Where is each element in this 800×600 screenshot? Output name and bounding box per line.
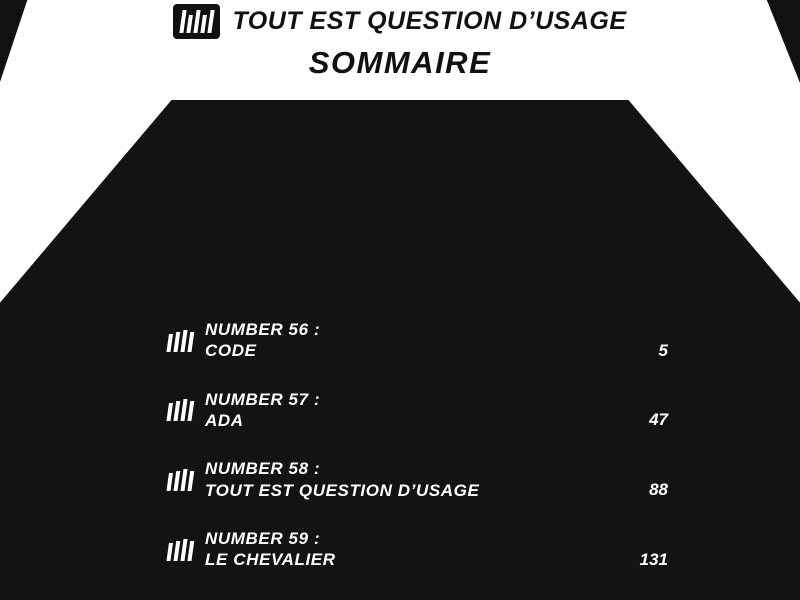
- entry-name: ADA: [205, 411, 244, 431]
- barcode-mark-icon: [166, 469, 194, 491]
- entry-name: CODE: [205, 341, 257, 361]
- entry-page: 47: [649, 410, 668, 430]
- barcode-mark-icon: [166, 399, 194, 421]
- barcode-mark-icon: [173, 4, 220, 39]
- entry-texts: [205, 320, 586, 362]
- entry-number: NUMBER 58 :: [205, 459, 321, 479]
- entry-texts: [205, 459, 586, 501]
- list-item[interactable]: [168, 320, 668, 362]
- barcode-mark-icon: [166, 330, 194, 352]
- list-item[interactable]: [168, 390, 668, 432]
- entry-name: LE CHEVALIER: [205, 550, 336, 570]
- entry-name: TOUT EST QUESTION D’USAGE: [205, 480, 480, 500]
- entry-texts: [205, 529, 586, 571]
- list-item[interactable]: [168, 459, 668, 501]
- entry-number: NUMBER 56 :: [205, 320, 321, 339]
- entry-texts: [205, 390, 586, 432]
- barcode-mark-icon: [166, 539, 194, 561]
- page-title: SOMMAIRE: [308, 45, 492, 80]
- entry-page: 88: [649, 479, 668, 499]
- list-item[interactable]: [168, 529, 668, 571]
- entry-number: NUMBER 57 :: [205, 389, 321, 409]
- brand-title: TOUT EST QUESTION D’USAGE: [232, 7, 627, 35]
- entry-page: 5: [658, 340, 668, 360]
- page-header: [0, 0, 800, 81]
- brand-title-row: [0, 0, 800, 39]
- entry-page: 131: [639, 549, 668, 569]
- entry-number: NUMBER 59 :: [205, 528, 321, 548]
- table-of-contents: [168, 320, 668, 599]
